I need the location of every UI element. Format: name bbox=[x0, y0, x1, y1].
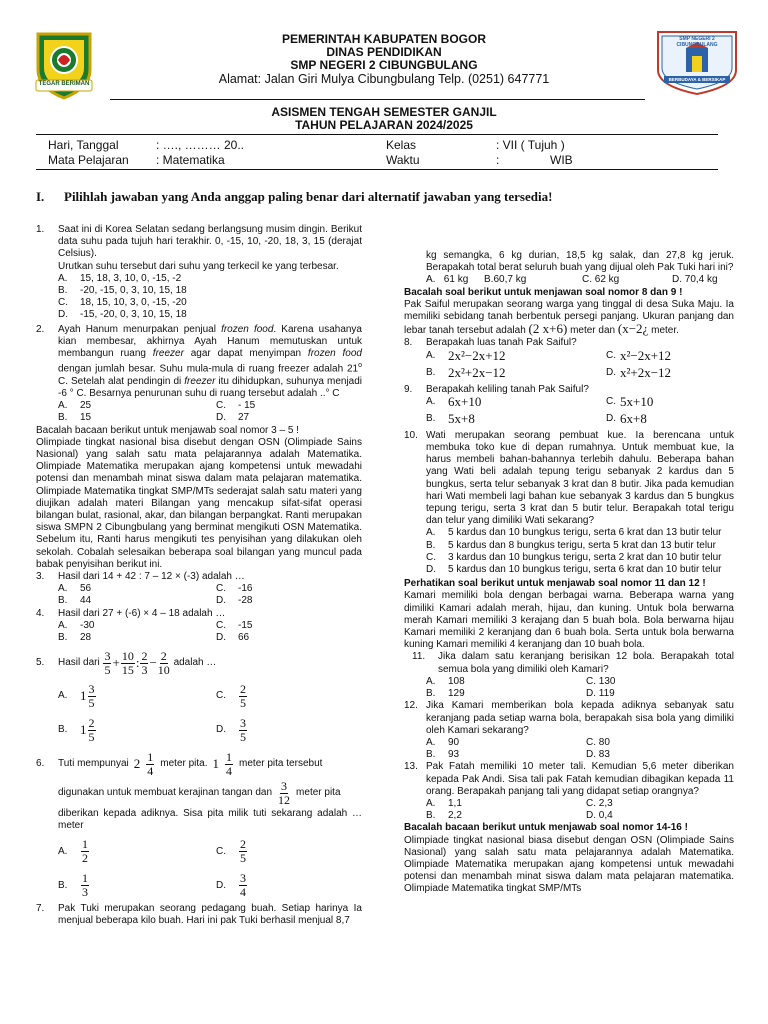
option-a[interactable] bbox=[58, 273, 362, 285]
question-text bbox=[58, 324, 362, 401]
denominator: 5 bbox=[88, 729, 95, 744]
text-run: C. Setelah alat pendingin di bbox=[58, 375, 185, 387]
option-letter: C. bbox=[216, 583, 226, 595]
option-text: x²+2x−12 bbox=[620, 364, 672, 380]
option-c[interactable] bbox=[216, 837, 366, 867]
subject-value: : Matematika bbox=[156, 153, 225, 167]
option-text: 5 kardus dan 10 bungkus terigu, serta 6 krat dan 13 butir telur bbox=[448, 527, 722, 539]
question-text: adalah … bbox=[173, 657, 217, 669]
fraction bbox=[239, 838, 247, 865]
text-run: freezer bbox=[184, 375, 216, 387]
denominator: 4 bbox=[226, 763, 233, 778]
option-letter: D. bbox=[606, 412, 616, 424]
denominator: 5 bbox=[88, 695, 95, 710]
question-line-2 bbox=[58, 778, 362, 808]
question-6 bbox=[36, 750, 362, 832]
option-letter: A. bbox=[426, 395, 436, 407]
option-letter: C. bbox=[426, 551, 436, 563]
section-instruction bbox=[36, 189, 552, 205]
question-5 bbox=[36, 648, 362, 678]
fraction bbox=[158, 650, 170, 677]
question-text: meter pita. bbox=[160, 758, 208, 770]
option-letter: D. bbox=[216, 595, 226, 607]
option-text: -16 bbox=[238, 583, 253, 595]
option-text: 129 bbox=[448, 688, 465, 700]
numerator: 2 bbox=[141, 648, 148, 663]
text-run: itu dihidupkan, suhunya menjadi -6 ° C. Besarnya penurunan suhu di ruang tersebut adalah ..° C bbox=[58, 375, 363, 399]
option-d[interactable] bbox=[216, 716, 366, 744]
question-number: 1. bbox=[36, 224, 45, 235]
question-2-options bbox=[36, 400, 362, 424]
question-8-options bbox=[404, 347, 734, 384]
passage-4-heading: Bacalah bacaan berikut untuk menjawab soal nomor 14-16 ! bbox=[404, 822, 688, 834]
option-letter: B. bbox=[426, 688, 436, 700]
option-c[interactable] bbox=[426, 552, 734, 564]
numerator: 3 bbox=[104, 648, 111, 663]
option-letter: C. bbox=[216, 845, 226, 857]
text-run: . Karena usahanya kian membesar, akhirnya Ayah Hanum memutuskan untuk membangun ruang bbox=[58, 323, 362, 360]
section-number: I. bbox=[36, 189, 45, 204]
option-letter: A. bbox=[58, 272, 68, 284]
option-letter: B. bbox=[426, 366, 436, 378]
question-5-options bbox=[36, 682, 362, 744]
numerator: 10 bbox=[121, 648, 134, 663]
option-letter: C. bbox=[216, 619, 226, 631]
option-letter: D. bbox=[216, 879, 226, 891]
subject-label: Mata Pelajaran bbox=[48, 153, 129, 167]
option-a[interactable] bbox=[426, 676, 586, 688]
numerator: 2 bbox=[160, 648, 167, 663]
text-run: dengan jumlah besar. Suhu mula-mula di ruang freezer adalah 21 bbox=[58, 363, 359, 375]
option-d[interactable] bbox=[216, 412, 366, 424]
whole-number: 1 bbox=[212, 756, 220, 772]
option-b[interactable]: B.60,7 kg bbox=[484, 274, 527, 286]
option-text: 66 bbox=[238, 632, 250, 644]
question-number: 9. bbox=[404, 383, 413, 395]
question-line-1 bbox=[58, 750, 362, 778]
question-7 bbox=[36, 903, 362, 927]
denominator: 12 bbox=[278, 792, 291, 807]
fraction bbox=[146, 751, 154, 778]
option-a[interactable] bbox=[58, 620, 216, 632]
school-logo bbox=[656, 30, 738, 96]
fraction bbox=[225, 751, 233, 778]
option-text: 27 bbox=[238, 412, 250, 424]
passage-4-text: Olimpiade tingkat nasional biasa disebut dengan OSN (Olimpiade Sains Nasional) yang salah satu mata pelajarannya adalah Matematika. Olimpiade Matematika merupakan ajang kompetensi untuk mewadahi potensi dan menambah minat siswa dalam mata pelajaran matematika. Olimpiade Matematika tingkat SMP/MTs bbox=[404, 834, 734, 895]
denominator: 3 bbox=[82, 885, 88, 900]
option-b[interactable] bbox=[58, 716, 216, 744]
fraction bbox=[88, 717, 96, 744]
text-run: freezer bbox=[152, 348, 184, 360]
option-letter: B. bbox=[426, 412, 436, 424]
denominator: 3 bbox=[141, 662, 148, 677]
denominator: 10 bbox=[157, 662, 170, 677]
option-text: 5x+10 bbox=[620, 393, 654, 409]
option-text: 90 bbox=[448, 736, 460, 748]
option-c[interactable]: C. 2,3 bbox=[586, 797, 613, 809]
option-letter: B. bbox=[426, 749, 436, 761]
option-text: -20, -15, 0, 3, 10, 15, 18 bbox=[80, 285, 187, 297]
numerator: 3 bbox=[240, 871, 246, 886]
option-c[interactable] bbox=[216, 620, 366, 632]
regency-motto: TEGAR BERIMAN bbox=[38, 81, 90, 87]
option-text: 2x²−2x+12 bbox=[448, 347, 506, 363]
option-d[interactable] bbox=[606, 410, 726, 430]
denominator: 2 bbox=[82, 851, 88, 866]
question-text: diberikan kepada adiknya. Sisa pita milik tuti sekarang adalah … meter bbox=[58, 808, 362, 832]
fraction bbox=[239, 717, 247, 744]
option-b[interactable] bbox=[58, 412, 216, 424]
option-text: 1,1 bbox=[448, 797, 462, 809]
denominator: 5 bbox=[240, 851, 246, 866]
question-number: 7. bbox=[36, 902, 45, 914]
question-number: 6. bbox=[36, 758, 45, 770]
operator: + bbox=[112, 655, 120, 671]
option-letter: C. bbox=[216, 690, 226, 702]
option-letter: D. bbox=[216, 632, 226, 644]
option-b[interactable] bbox=[58, 871, 216, 901]
option-letter: B. bbox=[426, 810, 436, 822]
question-11 bbox=[412, 651, 734, 675]
fraction bbox=[81, 838, 89, 865]
fraction bbox=[88, 683, 96, 710]
option-letter: A. bbox=[58, 583, 68, 595]
school-title: SMP NEGERI 2 CIBUNGBULANG bbox=[290, 58, 478, 72]
question-7-options bbox=[404, 274, 734, 286]
department-title: DINAS PENDIDIKAN bbox=[326, 45, 442, 59]
option-c[interactable] bbox=[216, 583, 366, 595]
option-c[interactable]: C. 80 bbox=[586, 736, 610, 748]
option-letter: A. bbox=[426, 527, 436, 539]
header-divider bbox=[110, 99, 645, 100]
option-letter: A. bbox=[58, 845, 68, 857]
text-run: Pak Saiful merupakan seorang warga yang tinggal di desa Suka Maju. Ia memiliki sebidang tanah berbentuk persegi panjang. Ukuran panjang dan lebar tanah tersebut adalah bbox=[404, 298, 734, 337]
question-7-continued: kg semangka, 6 kg durian, 18,5 kg salak, dan 27,8 kg jeruk. Berapakah total berat seluruh buah yang dijual oleh Pak Tuki hari ini? bbox=[426, 250, 734, 274]
option-letter: A. bbox=[426, 736, 436, 748]
option-text: 3 kardus dan 10 bungkus terigu, serta 2 krat dan 10 butir telur bbox=[448, 551, 722, 563]
option-text: 56 bbox=[80, 583, 92, 595]
option-a[interactable] bbox=[58, 837, 216, 867]
option-b[interactable] bbox=[426, 410, 606, 430]
option-letter: A. bbox=[58, 619, 68, 631]
denominator: 5 bbox=[240, 729, 246, 744]
fraction bbox=[103, 650, 111, 677]
numerator: 1 bbox=[82, 837, 88, 852]
question-text: Berapakah luas tanah Pak Saiful? bbox=[426, 337, 577, 349]
question-text: Hasil dari 14 + 42 : 7 – 12 × (-3) adalah … bbox=[58, 571, 245, 583]
option-text: 61 kg bbox=[443, 274, 469, 286]
fraction bbox=[81, 872, 89, 899]
right-column bbox=[404, 250, 734, 896]
passage-3-heading: Perhatikan soal berikut untuk menjawab soal nomor 11 dan 12 ! bbox=[404, 578, 706, 590]
school-address: Alamat: Jalan Giri Mulya Cibungbulang Telp. (0251) 647771 bbox=[218, 72, 550, 86]
day-value: : …., ……… 20.. bbox=[156, 138, 245, 152]
option-letter: B. bbox=[58, 412, 68, 424]
question-12-options bbox=[404, 737, 734, 761]
question-6-options bbox=[36, 837, 362, 901]
option-text: -28 bbox=[238, 595, 253, 607]
numerator: 1 bbox=[147, 749, 154, 764]
option-text: -15 bbox=[238, 619, 253, 631]
math-expression: (2 x+6) bbox=[528, 321, 568, 337]
option-text: -30 bbox=[80, 619, 95, 631]
question-text: Hasil dari 27 + (-6) × 4 – 18 adalah … bbox=[58, 607, 226, 619]
numerator: 3 bbox=[281, 778, 288, 793]
option-a[interactable] bbox=[426, 737, 586, 749]
option-text: 108 bbox=[448, 675, 465, 687]
option-b[interactable] bbox=[426, 540, 734, 552]
question-number: 12. bbox=[404, 700, 418, 712]
question-text: Berapakah keliling tanah Pak Saiful? bbox=[426, 383, 589, 395]
question-12 bbox=[404, 700, 734, 737]
fraction bbox=[239, 872, 247, 899]
option-text: 25 bbox=[80, 400, 92, 412]
option-text: x²−2x+12 bbox=[620, 347, 672, 363]
option-b[interactable] bbox=[426, 749, 586, 761]
question-text: Pak Fatah memiliki 10 meter tali. Kemudian 5,6 meter diberikan kepada Pak Andi. Sisa tali pak Fatah kemudian dibagikan kepada 11 orang. Berapakah panjang tali yang didapat setiap orangnya? bbox=[426, 761, 734, 797]
exam-title: ASISMEN TENGAH SEMESTER GANJIL bbox=[271, 105, 497, 119]
whole-number: 1 bbox=[80, 722, 87, 738]
class-label: Kelas bbox=[386, 138, 417, 152]
numerator: 2 bbox=[88, 715, 95, 730]
option-c[interactable]: C. 62 kg bbox=[582, 274, 620, 286]
operator: − bbox=[149, 655, 157, 671]
question-number: 4. bbox=[36, 607, 45, 619]
option-d[interactable]: D. 119 bbox=[586, 688, 615, 700]
whole-number: 1 bbox=[80, 688, 87, 704]
numerator: 1 bbox=[82, 871, 88, 886]
option-a[interactable] bbox=[58, 583, 216, 595]
option-letter: B. bbox=[58, 724, 68, 736]
question-2 bbox=[36, 324, 362, 401]
question-number: 5. bbox=[36, 657, 45, 669]
option-d[interactable] bbox=[606, 364, 726, 384]
numerator: 2 bbox=[240, 681, 246, 696]
option-b[interactable] bbox=[58, 632, 216, 644]
option-d[interactable]: D. 70,4 kg bbox=[672, 274, 718, 286]
numerator: 2 bbox=[240, 837, 246, 852]
denominator: 4 bbox=[147, 763, 154, 778]
fraction bbox=[278, 780, 290, 807]
option-letter: A. bbox=[426, 675, 436, 687]
question-11-options bbox=[404, 676, 734, 700]
passage-2-text bbox=[404, 299, 734, 338]
option-c[interactable] bbox=[216, 682, 366, 710]
question-text: digunakan untuk membuat kerajinan tangan dan bbox=[58, 787, 273, 799]
question-number: 10. bbox=[404, 429, 418, 441]
class-value: : VII ( Tujuh ) bbox=[496, 138, 565, 152]
exam-year: TAHUN PELAJARAN 2024/2025 bbox=[295, 118, 473, 132]
option-text: 15 bbox=[80, 412, 92, 424]
option-text: 15, 18, 3, 10, 0, -15, -2 bbox=[80, 272, 182, 284]
option-letter: D. bbox=[426, 564, 436, 576]
time-label: Waktu bbox=[386, 153, 420, 167]
option-text: 5 kardus dan 8 bungkus terigu, serta 5 krat dan 13 butir telur bbox=[448, 539, 716, 551]
option-text: 2x²+2x−12 bbox=[448, 364, 506, 380]
text-run: agar dapat menyimpan bbox=[183, 348, 308, 360]
question-1 bbox=[36, 224, 362, 322]
time-zone: WIB bbox=[550, 153, 573, 167]
option-text: -15, -20, 0, 3, 10, 15, 18 bbox=[80, 309, 187, 321]
question-number: 2. bbox=[36, 323, 45, 335]
question-number: 13. bbox=[404, 761, 418, 773]
option-letter: D. bbox=[606, 366, 616, 378]
option-letter: A. bbox=[426, 797, 436, 809]
option-b[interactable] bbox=[426, 688, 586, 700]
option-b[interactable] bbox=[58, 285, 362, 297]
option-letter: B. bbox=[426, 539, 436, 551]
time-value: : bbox=[496, 153, 500, 167]
option-letter: C. bbox=[58, 297, 68, 309]
option-d[interactable]: D. 83 bbox=[586, 749, 610, 761]
option-d[interactable] bbox=[216, 871, 366, 901]
question-4-options bbox=[36, 620, 362, 644]
denominator: 5 bbox=[104, 662, 111, 677]
option-letter: A. bbox=[58, 690, 68, 702]
fraction bbox=[140, 650, 148, 677]
text-run: frozen food bbox=[221, 323, 274, 335]
question-number: 8. bbox=[404, 337, 413, 349]
passage-1-heading: Bacalah bacaan berikut untuk menjawab soal nomor 3 – 5 ! bbox=[36, 424, 299, 436]
option-a[interactable] bbox=[426, 798, 586, 810]
option-text: 18, 15, 10, 3, 0, -15, -20 bbox=[80, 297, 187, 309]
option-d[interactable] bbox=[58, 309, 362, 321]
text-run: frozen food bbox=[307, 348, 362, 360]
option-text: 6x+10 bbox=[448, 393, 482, 409]
numerator: 3 bbox=[240, 715, 246, 730]
option-text: 93 bbox=[448, 749, 460, 761]
option-letter: D. bbox=[216, 724, 226, 736]
school-logo-motto: BERBUDAYA & BERSIKAP bbox=[668, 77, 726, 82]
option-d[interactable] bbox=[426, 564, 734, 576]
option-text: 6x+8 bbox=[620, 410, 647, 426]
question-3 bbox=[36, 571, 362, 583]
text-run: meter. bbox=[651, 325, 679, 337]
option-letter: B. bbox=[58, 879, 68, 891]
question-13-options bbox=[404, 798, 734, 822]
denominator: 4 bbox=[240, 885, 246, 900]
option-c[interactable] bbox=[58, 297, 362, 309]
question-number: 3. bbox=[36, 571, 45, 583]
question-text-2: Urutkan suhu tersebut dari suhu yang terkecil ke yang terbesar. bbox=[58, 260, 339, 272]
section-text: Pilihlah jawaban yang Anda anggap paling benar dari alternatif jawaban yang tersedia! bbox=[64, 189, 553, 204]
question-text: Saat ini di Korea Selatan sedang berlangsung musim dingin. Berikut data suhu pada tujuh hari terakhir. 0, -15, 10, -20, 18, 3, 15 (derajat Celsius). bbox=[58, 224, 362, 260]
question-text: meter pita tersebut bbox=[239, 758, 323, 770]
left-column bbox=[36, 224, 362, 927]
option-letter: D. bbox=[216, 412, 226, 424]
denominator: 15 bbox=[121, 662, 134, 677]
option-text: 5 kardus dan 10 bungkus terigu, serta 6 krat dan 10 butir telur bbox=[448, 564, 722, 576]
question-text: Jika dalam satu keranjang berisikan 12 bola. Berapakah total semua bola yang dimiliki oleh Kamari? bbox=[438, 651, 734, 675]
math-expression: (x−2¿ bbox=[617, 321, 649, 337]
option-d[interactable] bbox=[216, 632, 366, 644]
question-text: meter pita bbox=[296, 787, 341, 799]
option-text: 2,2 bbox=[448, 810, 462, 822]
option-b[interactable] bbox=[426, 364, 606, 384]
option-a[interactable] bbox=[58, 682, 216, 710]
question-3-options bbox=[36, 583, 362, 607]
question-text: Wati merupakan seorang pembuat kue. Ia berencana untuk membuka toko kue di depan rumahnya. Untuk membuat kue, Ia harus membeli bahan-bahannya terlebih dahulu. Beberapa bahan yang Wati beli adalah tepung terigu sebanyak 2 kardus dan 5 bungkus, serta telur sebanyak 3 krat dan 8 butir. Jika pada kemudian hari Wati membeli lagi bahan kue sebanyak 3 kardus dan 5 bungkus tepung terigu, serta 3 krat dan 5 butir telur. Berapakah total terigu dan telur yang dimiliki Wati sekarang? bbox=[426, 429, 734, 527]
text-run: meter dan bbox=[570, 325, 616, 337]
option-c[interactable]: C. 130 bbox=[586, 675, 616, 687]
option-letter: C. bbox=[216, 400, 226, 412]
option-d[interactable] bbox=[216, 595, 366, 607]
text-run: Ayah Hanum menurpakan penjual bbox=[58, 323, 222, 335]
option-c[interactable] bbox=[216, 400, 366, 412]
passage-3-text: Kamari memiliki bola dengan berbagai warna. Beberapa warna yang dimiliki Kamari adalah merah, hijau, dan kuning. Untuk bola berwarna merah Kamari memiliki 3 kerajang dan 5 buah bola. Bola berwarna hijau Kamari memiliki 2 keranjang dan 6 buah bola. Serta untuk bola berwarna kuning Kamari memiliki 4 keranjang dan 10 buah bola. bbox=[404, 590, 734, 651]
operator: : bbox=[135, 655, 140, 671]
exam-info-box bbox=[36, 134, 718, 170]
option-letter: A. bbox=[426, 274, 436, 286]
school-logo-text: SMP NEGERI 2 CIBUNGBULANG bbox=[676, 36, 718, 48]
option-a[interactable] bbox=[58, 400, 216, 412]
whole-number: 2 bbox=[133, 756, 141, 772]
option-text: 28 bbox=[80, 632, 92, 644]
denominator: 5 bbox=[240, 695, 246, 710]
fraction bbox=[239, 683, 247, 710]
question-10 bbox=[404, 430, 734, 576]
passage-1-text: Olimpiade tingkat nasional bisa disebut dengan OSN (Olimpiade Sains Nasional) yang salah satu mata pelajarannya adalah Matematika. Olimpiade Matematika merupakan ajang kompetensi untuk mewadahi potensi dan menambah minat siswa dalam mata pelajaran matematika. Olimpiade Matematika tingkat SMP/MTs sederajat salah satu materi yang diujikan adalah materi Bilangan yang mencakup sifat-sifat operasi bilangan bulat, rasional, akar, dan bilangan berpangkat. Ranti merupakan siswa SMPN 2 Cibungbulang yang berminat mengikuti OSN Matematika. Sebelum itu, Ranti harus mengikuti tes penyisihan yang dilakukan oleh sekolah. Cobalah selesaikan beberapa soal bilangan yang muncul pada babak penyisihan berikut ini. bbox=[36, 436, 362, 570]
option-a[interactable] bbox=[426, 274, 484, 286]
day-label: Hari, Tanggal bbox=[48, 138, 119, 152]
option-letter: C. bbox=[606, 349, 616, 361]
option-letter: C. bbox=[606, 395, 616, 407]
option-text: 44 bbox=[80, 595, 92, 607]
question-4 bbox=[36, 608, 362, 620]
option-b[interactable] bbox=[58, 595, 216, 607]
option-a[interactable] bbox=[426, 527, 734, 539]
text-run: o bbox=[358, 362, 362, 370]
question-text: Pak Tuki merupakan seorang pedagang buah. Setiap harinya Ia menjual beberapa kilo buah. Hari ini pak Tuki berhasil menjual 8,7 bbox=[58, 902, 362, 926]
passage-2-heading: Bacalah soal berikut untuk menjawan soal nomor 8 dan 9 ! bbox=[404, 286, 683, 298]
option-letter: A. bbox=[426, 349, 436, 361]
question-text: Jika Kamari memberikan bola kepada adiknya sebanyak satu keranjang pada setiap warna bola, berapakah sisa bola yang dimiliki oleh Kamari sekarang? bbox=[426, 700, 734, 736]
option-d[interactable]: D. 0,4 bbox=[586, 810, 613, 822]
numerator: 3 bbox=[88, 681, 95, 696]
option-letter: D. bbox=[58, 309, 68, 321]
option-text: - 15 bbox=[238, 400, 256, 412]
option-letter: B. bbox=[58, 285, 68, 297]
numerator: 1 bbox=[226, 749, 233, 764]
question-number: 11. bbox=[412, 651, 426, 663]
question-13 bbox=[404, 761, 734, 798]
option-letter: A. bbox=[58, 400, 68, 412]
question-text: Tuti mempunyai bbox=[58, 758, 129, 770]
question-9-options bbox=[404, 393, 734, 430]
question-text: Hasil dari bbox=[58, 657, 100, 669]
option-b[interactable] bbox=[426, 810, 586, 822]
option-letter: B. bbox=[58, 595, 68, 607]
government-title: PEMERINTAH KABUPATEN BOGOR bbox=[282, 32, 486, 46]
option-text: 5x+8 bbox=[448, 410, 475, 426]
option-letter: B. bbox=[58, 632, 68, 644]
fraction bbox=[121, 650, 135, 677]
